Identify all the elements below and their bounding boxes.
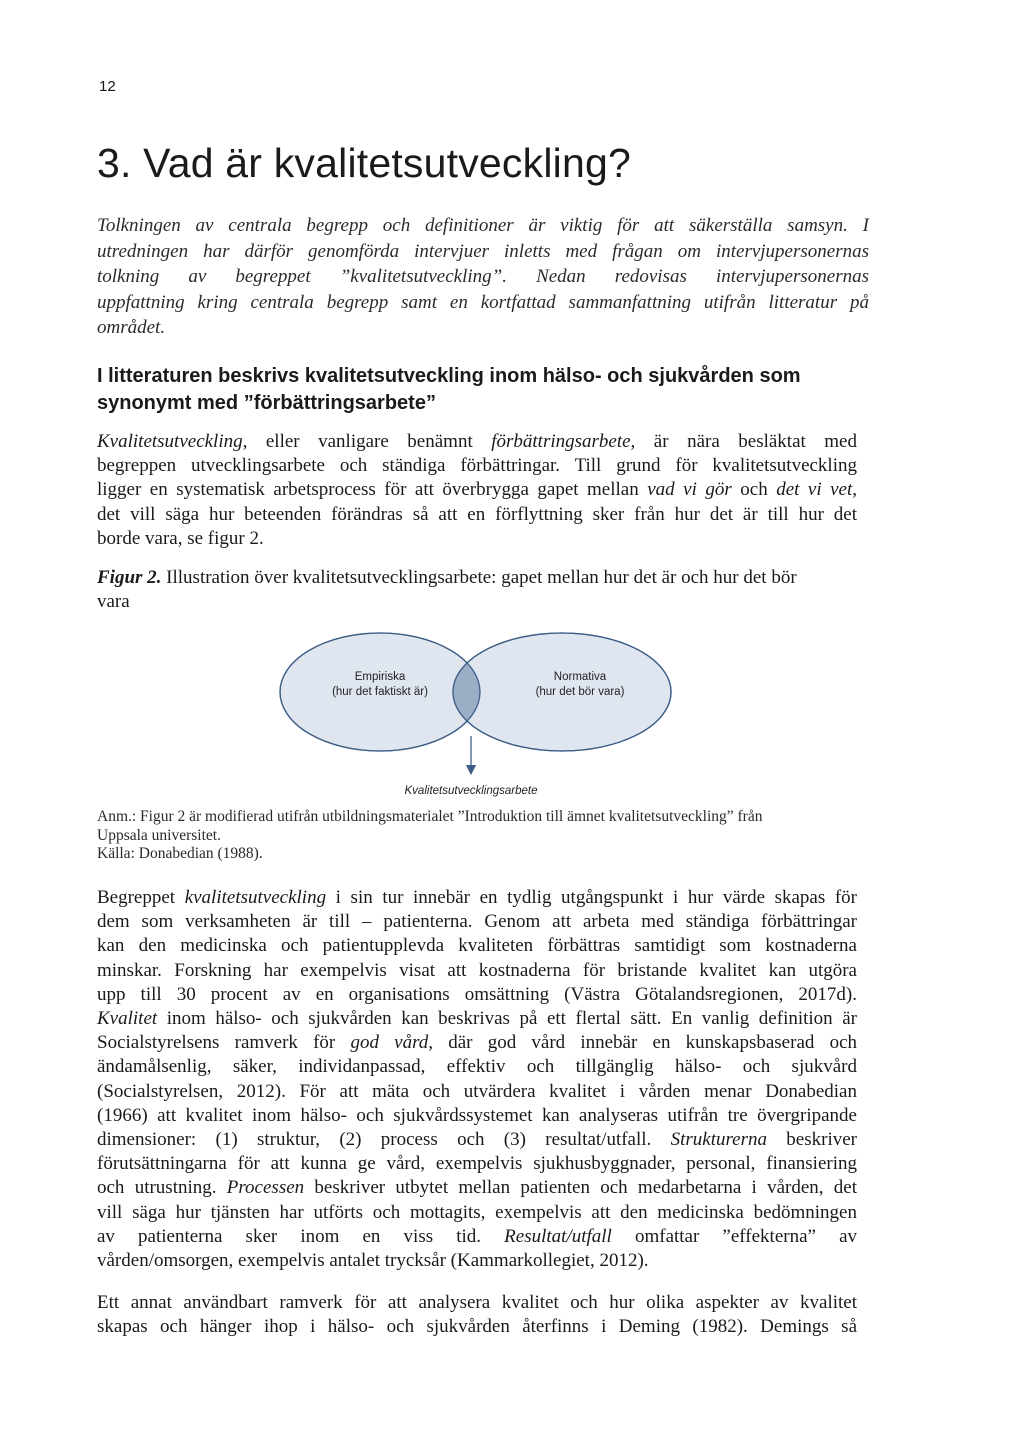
source-line: Källa: Donabedian (1988). — [97, 845, 263, 862]
figure-label: Figur 2. — [97, 567, 162, 588]
emphasis: Resultat/utfall — [504, 1225, 612, 1247]
paragraph-quality-development — [97, 430, 857, 551]
emphasis: vad vi gör — [647, 479, 732, 501]
text-line — [97, 1225, 857, 1249]
text-run: dimensioner: (1) struktur, (2) process och (3) resultat/utfall. — [97, 1129, 671, 1151]
empirical-sublabel: (hur det faktiskt är) — [332, 686, 428, 698]
emphasis: Kvalitet — [97, 1008, 158, 1030]
text-line: ändamålsenlig, säker, individanpassad, effektiv och tillgänglig hälso- och sjukvård — [97, 1056, 857, 1078]
figure-notes — [97, 808, 877, 864]
text-line — [97, 478, 857, 502]
intro-line: Tolkningen av centrala begrepp och definitioner är viktig för att säkerställa samsyn. I — [97, 215, 869, 236]
text-run: beskriver utbytet mellan patienten och medarbetarna i vården, det — [304, 1177, 858, 1199]
text-line: minskar. Forskning har exempelvis visat att kostnaderna för bristande kvalitet kan utgöra — [97, 959, 857, 981]
figure-caption-text: vara — [97, 591, 130, 612]
section-heading-line: synonymt med ”förbättringsarbete” — [97, 392, 436, 414]
text-line: (Socialstyrelsen, 2012). För att mäta och utvärdera kvalitet i vården menar Donabedian — [97, 1080, 857, 1102]
text-line: vården/omsorgen, exempelvis antalet trycksår (Kammarkollegiet, 2012). — [97, 1250, 649, 1272]
emphasis: Processen — [226, 1177, 305, 1199]
text-line: förutsättningarna för att kunna ge vård, exempelvis sjukhusbyggnader, personal, finansiering — [97, 1153, 857, 1175]
intro-line: uppfattning kring centrala begrepp samt en kortfattad sammanfattning utifrån litteratur på — [97, 291, 869, 313]
note-line: Uppsala universitet. — [97, 826, 221, 844]
paragraph-deming — [97, 1291, 857, 1339]
text-run: Begreppet — [97, 887, 185, 908]
text-line: begreppen utvecklingsarbete och ständiga förbättringar. Till grund för kvalitetsutveckling — [97, 455, 857, 477]
text-run: är nära besläktat med — [635, 431, 857, 452]
note-line: Anm.: Figur 2 är modifierad utifrån utbildningsmaterialet ”Introduktion till ämnet kvalitetsutveckling” från — [97, 808, 763, 825]
text-run: Socialstyrelsens ramverk för — [97, 1032, 351, 1054]
text-run: och — [731, 479, 777, 501]
text-run: eller vanligare benämnt — [247, 431, 492, 452]
emphasis: det vi vet, — [776, 479, 857, 501]
normative-sublabel: (hur det bör vara) — [535, 686, 625, 698]
text-run: där god vård innebär en kunskapsbaserad och — [433, 1032, 857, 1054]
paragraph-quality-definition — [97, 886, 857, 1273]
emphasis: förbättringsarbete, — [491, 431, 636, 452]
text-line: Ett annat användbart ramverk för att analysera kvalitet och hur olika aspekter av kvalitet — [97, 1292, 857, 1313]
intro-paragraph — [97, 213, 869, 341]
text-line — [97, 1031, 857, 1055]
text-run: ligger en systematisk arbetsprocess för att överbrygga gapet mellan — [97, 479, 648, 501]
text-line: skapas och hänger ihop i hälso- och sjukvården återfinns i Deming (1982). Demings så — [97, 1316, 857, 1338]
emphasis: kvalitetsutveckling — [184, 887, 327, 908]
text-line: kan den medicinska och patientupplevda kvaliteten förbättras samtidigt som kostnaderna — [97, 935, 857, 957]
venn-diagram — [275, 628, 675, 798]
empirical-label: Empiriska — [354, 671, 406, 683]
text-line: (1966) att kvalitet inom hälso- och sjukvårdssystemet kan analyseras utifrån tre övergripande — [97, 1104, 857, 1126]
figure-caption-text: Illustration över kvalitetsutvecklingsarbete: gapet mellan hur det är och hur det bör — [161, 567, 797, 588]
emphasis: Strukturerna — [670, 1129, 767, 1151]
text-line: det vill säga hur beteenden förändras så att en förflyttning sker från hur det är till hur det — [97, 503, 857, 525]
section-heading-line: I litteraturen beskrivs kvalitetsutveckling inom hälso- och sjukvården som — [97, 365, 801, 387]
text-run: beskriver — [767, 1129, 857, 1151]
text-run: i sin tur innebär en tydlig utgångspunkt i hur värde skapas för — [326, 887, 858, 908]
text-line — [97, 430, 857, 454]
result-label: Kvalitetsutvecklingsarbete — [404, 785, 538, 797]
figure-caption — [97, 566, 867, 614]
text-line: vill säga hur tjänsten har utförts och mottagits, exempelvis att den medicinska bedömningen — [97, 1201, 857, 1223]
text-line: dem som verksamheten är till – patienterna. Genom att arbeta med ständiga förbättringar — [97, 911, 857, 933]
text-line — [97, 1128, 857, 1152]
text-run: av patienterna sker inom en viss tid. — [97, 1225, 505, 1247]
emphasis: Kvalitetsutveckling, — [97, 431, 248, 452]
text-line: borde vara, se figur 2. — [97, 527, 264, 549]
section-heading — [97, 363, 897, 417]
page-title: 3. Vad är kvalitetsutveckling? — [97, 140, 631, 186]
text-run: inom hälso- och sjukvården kan beskrivas på ett flertal sätt. En vanlig definition är — [157, 1008, 857, 1030]
intro-line: utredningen har därför genomförda intervjuer inletts med frågan om intervjupersonernas — [97, 240, 869, 262]
text-line: upp till 30 procent av en organisations omsättning (Västra Götalandsregionen, 2017d). — [97, 983, 857, 1005]
text-run: och utrustning. — [97, 1177, 227, 1199]
page-number: 12 — [99, 78, 116, 95]
text-run: omfattar ”effekterna” av — [611, 1225, 857, 1247]
emphasis: god vård, — [350, 1032, 434, 1054]
text-line — [97, 886, 857, 910]
text-line — [97, 1176, 857, 1200]
intro-line: tolkning av begreppet ”kvalitetsutveckling”. Nedan redovisas intervjupersonernas — [97, 266, 869, 287]
normative-label: Normativa — [553, 671, 607, 683]
text-line — [97, 1007, 857, 1031]
intro-line: området. — [97, 317, 166, 338]
